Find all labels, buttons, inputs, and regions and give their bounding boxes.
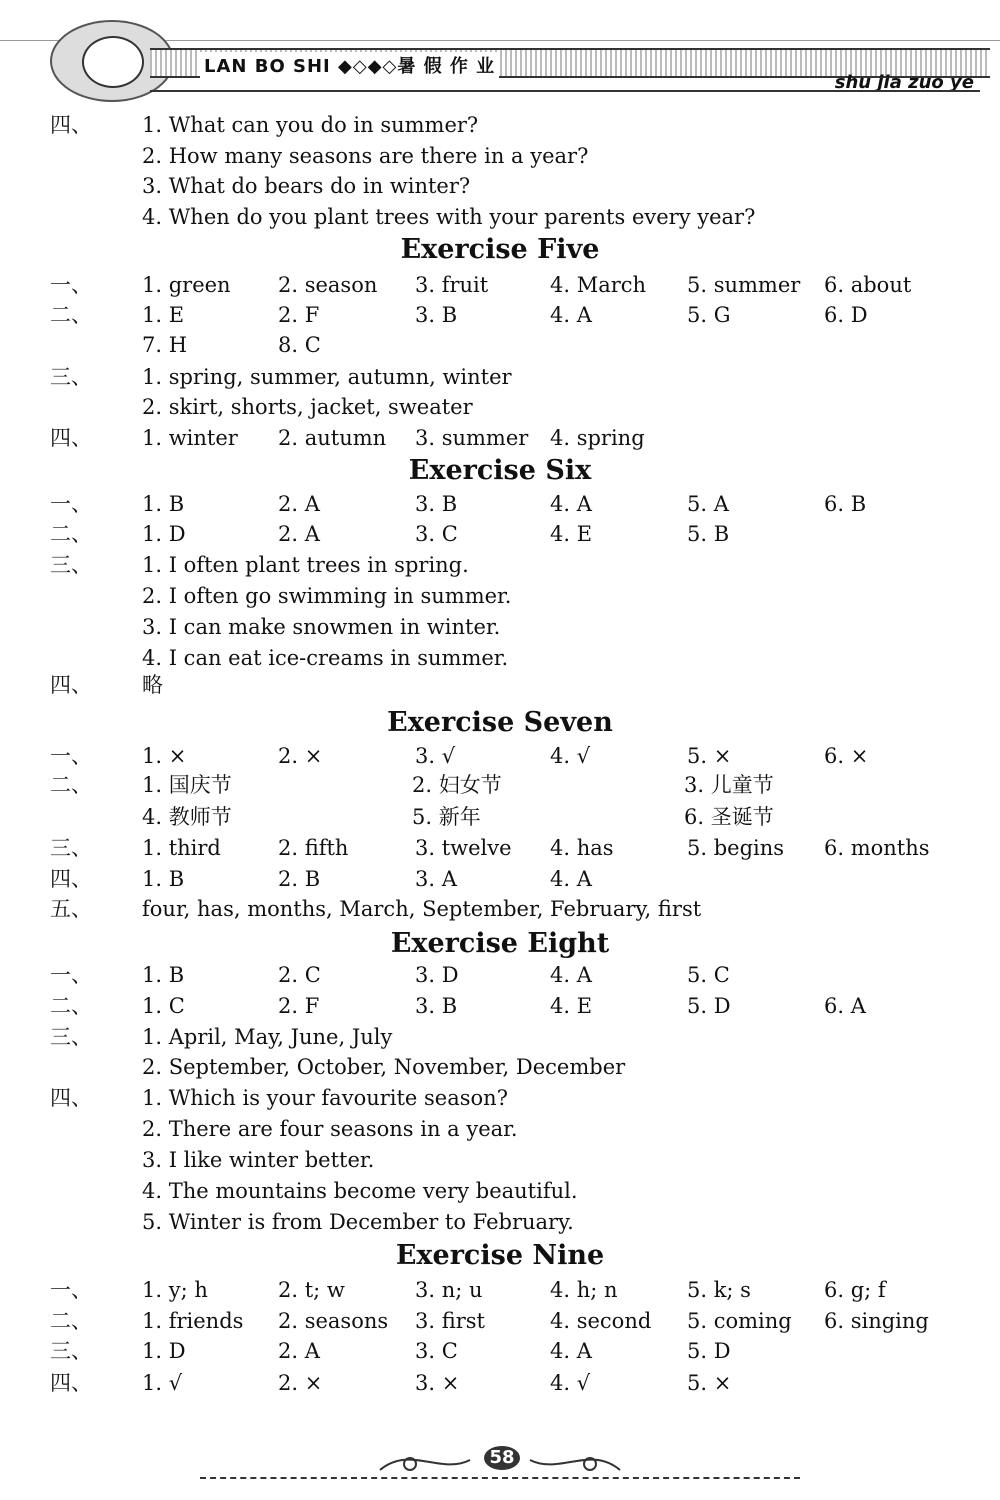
section-marker: 一、 bbox=[50, 492, 92, 516]
section-marker: 四、 bbox=[50, 1371, 92, 1395]
section-marker: 三、 bbox=[50, 553, 92, 577]
answer-line: 5. Winter is from December to February. bbox=[142, 1210, 574, 1234]
answer-item: 2. season bbox=[278, 273, 378, 297]
answer-line: 略 bbox=[142, 673, 163, 697]
answer-line: 1. What can you do in summer? bbox=[142, 113, 479, 137]
answer-item: 5. G bbox=[687, 303, 731, 327]
answer-item: 4. √ bbox=[550, 1371, 591, 1395]
answer-line: 1. Which is your favourite season? bbox=[142, 1086, 508, 1110]
section-marker: 一、 bbox=[50, 963, 92, 987]
answer-item: 4. A bbox=[550, 492, 592, 516]
answer-item: 4. A bbox=[550, 867, 592, 891]
answer-item: 1. B bbox=[142, 963, 185, 987]
answer-item: 3. C bbox=[415, 522, 458, 546]
answer-item: 2. A bbox=[278, 522, 320, 546]
answer-line: 1. I often plant trees in spring. bbox=[142, 553, 469, 577]
answer-item: 3. summer bbox=[415, 426, 529, 450]
answer-item: 8. C bbox=[278, 333, 321, 357]
answer-item: 7. H bbox=[142, 333, 188, 357]
answer-item: 1. friends bbox=[142, 1309, 244, 1333]
answer-line: 2. How many seasons are there in a year? bbox=[142, 144, 589, 168]
answer-line: four, has, months, March, September, February, first bbox=[142, 897, 702, 921]
answer-item: 1. D bbox=[142, 522, 186, 546]
answer-item: 3. twelve bbox=[415, 836, 512, 860]
page-header bbox=[0, 0, 1000, 105]
answer-item: 3. first bbox=[415, 1309, 485, 1333]
section-marker: 三、 bbox=[50, 365, 92, 389]
answer-item: 1. green bbox=[142, 273, 231, 297]
answer-item: 4. A bbox=[550, 1339, 592, 1363]
answer-line: 3. I can make snowmen in winter. bbox=[142, 615, 501, 639]
section-marker: 一、 bbox=[50, 1278, 92, 1302]
answer-item: 6. singing bbox=[824, 1309, 929, 1333]
answer-item: 1. × bbox=[142, 744, 187, 768]
answer-item: 1. y; h bbox=[142, 1278, 208, 1302]
answer-item: 5. 新年 bbox=[412, 805, 481, 829]
answer-item: 2. × bbox=[278, 744, 323, 768]
answer-item: 1. winter bbox=[142, 426, 238, 450]
answer-item: 5. coming bbox=[687, 1309, 792, 1333]
header-pinyin-title: shu jia zuo ye bbox=[834, 72, 974, 93]
answer-item: 2. autumn bbox=[278, 426, 387, 450]
answer-item: 6. g; f bbox=[824, 1278, 886, 1302]
answer-line: 4. I can eat ice-creams in summer. bbox=[142, 646, 509, 670]
answer-item: 3. 儿童节 bbox=[684, 773, 774, 797]
answer-item: 5. begins bbox=[687, 836, 785, 860]
answer-item: 4. A bbox=[550, 963, 592, 987]
answer-item: 4. March bbox=[550, 273, 647, 297]
answer-item: 2. B bbox=[278, 867, 321, 891]
answer-item: 5. × bbox=[687, 744, 732, 768]
answer-line: 2. skirt, shorts, jacket, sweater bbox=[142, 395, 473, 419]
section-marker: 二、 bbox=[50, 303, 92, 327]
header-banner-text: LAN BO SHI ◆◇◆◇暑 假 作 业 bbox=[200, 52, 499, 78]
section-marker: 五、 bbox=[50, 897, 92, 921]
answer-item: 6. months bbox=[824, 836, 930, 860]
answer-item: 1. C bbox=[142, 994, 185, 1018]
answer-item: 4. √ bbox=[550, 744, 591, 768]
answer-item: 2. seasons bbox=[278, 1309, 389, 1333]
answer-item: 2. t; w bbox=[278, 1278, 345, 1302]
answer-item: 2. A bbox=[278, 492, 320, 516]
answer-item: 5. B bbox=[687, 522, 730, 546]
answer-item: 4. h; n bbox=[550, 1278, 618, 1302]
answer-item: 1. B bbox=[142, 492, 185, 516]
answer-line: 3. I like winter better. bbox=[142, 1148, 375, 1172]
section-marker: 四、 bbox=[50, 867, 92, 891]
section-marker: 一、 bbox=[50, 744, 92, 768]
section-marker: 三、 bbox=[50, 1025, 92, 1049]
answer-item: 1. B bbox=[142, 867, 185, 891]
answer-item: 1. E bbox=[142, 303, 185, 327]
section-marker: 四、 bbox=[50, 426, 92, 450]
answer-item: 2. F bbox=[278, 303, 320, 327]
answer-line: 3. What do bears do in winter? bbox=[142, 174, 471, 198]
answer-item: 3. B bbox=[415, 492, 458, 516]
answer-item: 3. n; u bbox=[415, 1278, 483, 1302]
answer-item: 3. × bbox=[415, 1371, 460, 1395]
answer-line: 2. I often go swimming in summer. bbox=[142, 584, 512, 608]
answer-item: 1. 国庆节 bbox=[142, 773, 232, 797]
section-marker: 二、 bbox=[50, 1309, 92, 1333]
answer-item: 5. D bbox=[687, 994, 731, 1018]
exercise-heading: Exercise Five bbox=[400, 234, 600, 265]
answer-line: 2. September, October, November, December bbox=[142, 1055, 626, 1079]
section-marker: 二、 bbox=[50, 994, 92, 1018]
answer-item: 6. 圣诞节 bbox=[684, 805, 774, 829]
answer-item: 3. D bbox=[415, 963, 459, 987]
answer-item: 1. D bbox=[142, 1339, 186, 1363]
answer-item: 5. summer bbox=[687, 273, 801, 297]
answer-item: 4. A bbox=[550, 303, 592, 327]
answer-item: 4. second bbox=[550, 1309, 652, 1333]
section-marker: 四、 bbox=[50, 1086, 92, 1110]
answer-item: 3. B bbox=[415, 994, 458, 1018]
answer-item: 6. A bbox=[824, 994, 866, 1018]
answer-item: 6. × bbox=[824, 744, 869, 768]
answer-item: 3. C bbox=[415, 1339, 458, 1363]
answer-item: 2. × bbox=[278, 1371, 323, 1395]
exercise-heading: Exercise Eight bbox=[390, 928, 610, 959]
answer-item: 4. E bbox=[550, 994, 593, 1018]
section-marker: 三、 bbox=[50, 1339, 92, 1363]
answer-item: 6. B bbox=[824, 492, 867, 516]
answer-line: 4. The mountains become very beautiful. bbox=[142, 1179, 578, 1203]
header-bottom-rule bbox=[150, 90, 980, 92]
answer-line: 2. There are four seasons in a year. bbox=[142, 1117, 518, 1141]
exercise-heading: Exercise Seven bbox=[387, 707, 613, 738]
answer-item: 6. about bbox=[824, 273, 912, 297]
answer-item: 4. E bbox=[550, 522, 593, 546]
answer-item: 4. 教师节 bbox=[142, 805, 232, 829]
section-marker: 三、 bbox=[50, 836, 92, 860]
answer-item: 2. F bbox=[278, 994, 320, 1018]
answer-line: 1. spring, summer, autumn, winter bbox=[142, 365, 512, 389]
answer-item: 6. D bbox=[824, 303, 868, 327]
answer-item: 4. spring bbox=[550, 426, 645, 450]
answer-item: 5. A bbox=[687, 492, 729, 516]
answer-item: 2. A bbox=[278, 1339, 320, 1363]
section-marker: 一、 bbox=[50, 273, 92, 297]
answer-item: 5. × bbox=[687, 1371, 732, 1395]
answer-item: 5. k; s bbox=[687, 1278, 751, 1302]
exercise-heading: Exercise Six bbox=[408, 455, 592, 486]
answer-item: 1. √ bbox=[142, 1371, 183, 1395]
answer-line: 4. When do you plant trees with your parents every year? bbox=[142, 205, 756, 229]
answer-line: 1. April, May, June, July bbox=[142, 1025, 393, 1049]
answer-item: 3. A bbox=[415, 867, 457, 891]
answer-item: 1. third bbox=[142, 836, 221, 860]
answer-item: 3. fruit bbox=[415, 273, 489, 297]
section-marker: 二、 bbox=[50, 522, 92, 546]
answer-item: 5. D bbox=[687, 1339, 731, 1363]
answer-item: 2. 妇女节 bbox=[412, 773, 502, 797]
answer-item: 3. B bbox=[415, 303, 458, 327]
answer-item: 5. C bbox=[687, 963, 730, 987]
answer-item: 2. C bbox=[278, 963, 321, 987]
exercise-heading: Exercise Nine bbox=[395, 1240, 605, 1271]
answer-item: 4. has bbox=[550, 836, 614, 860]
section-marker: 四、 bbox=[50, 673, 92, 697]
page-number: 58 bbox=[484, 1446, 520, 1470]
section-marker: 四、 bbox=[50, 113, 92, 137]
answer-item: 3. √ bbox=[415, 744, 456, 768]
section-marker: 二、 bbox=[50, 773, 92, 797]
answer-item: 2. fifth bbox=[278, 836, 349, 860]
